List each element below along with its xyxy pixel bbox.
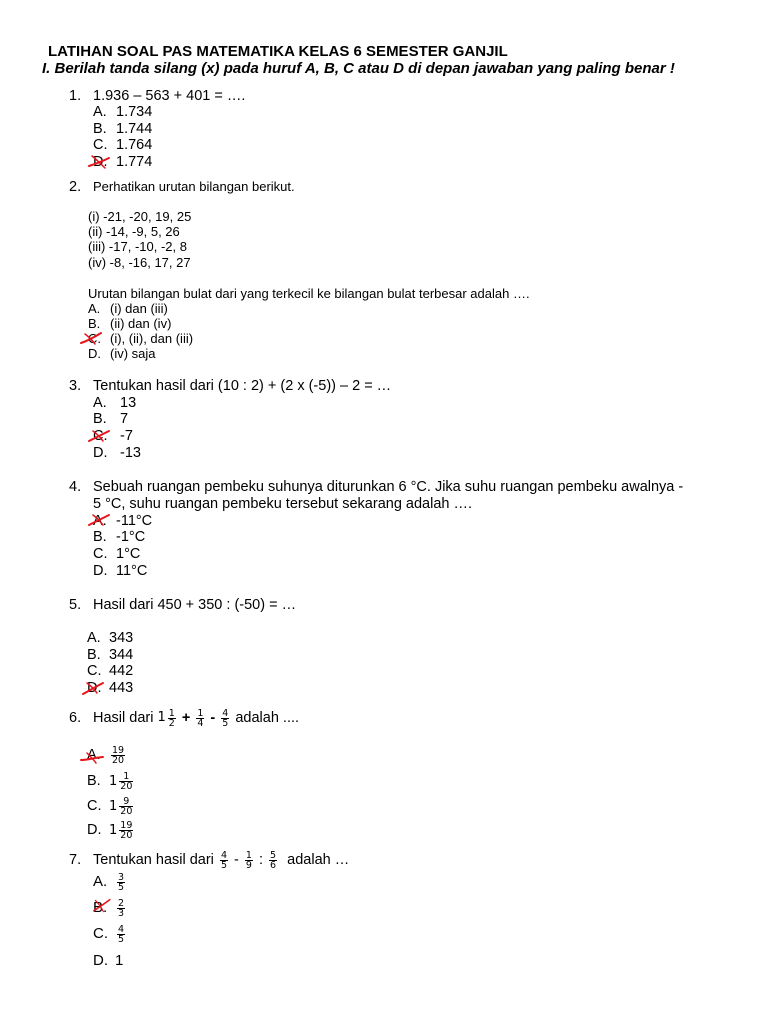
q1-option-a[interactable]: A. 1.734 <box>93 104 153 120</box>
question-4 <box>69 479 683 495</box>
q4-option-a[interactable]: A. -11°C <box>93 513 153 529</box>
q5-option-a[interactable]: A. 343 <box>87 630 134 646</box>
fraction: $\frac{4}{5}$ <box>220 849 227 871</box>
q5-option-c[interactable]: C. 442 <box>87 663 134 679</box>
cross-mark-icon <box>87 512 113 528</box>
question-number: 7. <box>69 852 82 868</box>
question-text: 1.936 – 563 + 401 = …. <box>93 88 246 104</box>
q3-option-a[interactable]: A. 13 <box>93 395 137 411</box>
question-text-continued: 5 °C, suhu ruangan pembeku tersebut sekarang adalah …. <box>93 496 473 512</box>
q7-option-c[interactable]: C. $\frac{4}{5}$ <box>93 924 125 945</box>
cross-mark-icon <box>81 680 107 696</box>
instruction: I. Berilah tanda silang (x) pada huruf A, B, C atau D di depan jawaban yang paling benar ! <box>42 60 675 77</box>
question-number: 5. <box>69 597 82 613</box>
question-text: Hasil dari <box>93 710 154 726</box>
operator: : <box>258 852 264 868</box>
question-5 <box>69 597 296 613</box>
cross-mark-icon <box>87 154 113 170</box>
mixed-whole: 1 <box>157 710 166 726</box>
question-1 <box>69 88 245 104</box>
question-number: 1. <box>69 88 82 104</box>
question-text: Perhatikan urutan bilangan berikut. <box>93 179 295 194</box>
cross-mark-icon <box>87 428 113 444</box>
operator: - <box>234 852 239 868</box>
q2-option-d[interactable]: D. (iv) saja <box>88 346 156 361</box>
question-7 <box>69 846 349 874</box>
sequence-i: (i) -21, -20, 19, 25 <box>88 209 192 224</box>
q7-option-b[interactable]: B. $\frac{2}{3}$ <box>93 898 125 919</box>
question-text: Urutan bilangan bulat dari yang terkecil ke bilangan bulat terbesar adalah …. <box>88 286 530 301</box>
sequence-iii: (iii) -17, -10, -2, 8 <box>88 239 187 254</box>
cross-mark-icon <box>79 750 105 766</box>
question-number: 2. <box>69 179 82 195</box>
q6-option-a[interactable]: A. $\frac{19}{20}$ <box>87 745 125 766</box>
question-text: Hasil dari 450 + 350 : (-50) = … <box>93 597 297 613</box>
question-text: Tentukan hasil dari (10 : 2) + (2 x (-5)) – 2 = … <box>93 378 392 394</box>
q7-option-d[interactable]: D. 1 <box>93 952 124 969</box>
operator: - <box>210 710 216 726</box>
q6-option-d[interactable]: D. 1 $\frac{19}{20}$ <box>87 820 133 841</box>
q1-option-c[interactable]: C. 1.764 <box>93 137 153 153</box>
question-number: 6. <box>69 710 82 726</box>
question-text: adalah … <box>287 852 350 868</box>
sequence-iv: (iv) -8, -16, 17, 27 <box>88 255 191 270</box>
sequence-ii: (ii) -14, -9, 5, 26 <box>88 224 180 239</box>
question-number: 3. <box>69 378 82 394</box>
q6-option-c[interactable]: C. 1 $\frac{9}{20}$ <box>87 796 133 817</box>
question-number: 4. <box>69 479 82 495</box>
question-text: Tentukan hasil dari <box>93 852 214 868</box>
q1-option-d[interactable]: D. 1.774 <box>93 154 153 170</box>
q2-option-a[interactable]: A. (i) dan (iii) <box>88 301 168 316</box>
operator: + <box>181 710 191 726</box>
q1-option-b[interactable]: B. 1.744 <box>93 121 153 137</box>
question-text: adalah .... <box>235 710 300 726</box>
q5-option-d[interactable]: D. 443 <box>87 680 134 696</box>
q4-option-c[interactable]: C. 1°C <box>93 546 141 562</box>
q3-option-b[interactable]: B. 7 <box>93 411 129 427</box>
page-title: LATIHAN SOAL PAS MATEMATIKA KELAS 6 SEMESTER GANJIL <box>48 43 508 60</box>
q5-option-b[interactable]: B. 344 <box>87 647 134 663</box>
q2-option-c[interactable]: C. (i), (ii), dan (iii) <box>88 331 194 346</box>
question-3 <box>69 378 391 394</box>
q4-option-b[interactable]: B. -1°C <box>93 529 146 545</box>
q4-option-d[interactable]: D. 11°C <box>93 563 148 579</box>
q7-option-a[interactable]: A. $\frac{3}{5}$ <box>93 872 125 893</box>
q3-option-c[interactable]: C. -7 <box>93 428 133 444</box>
question-text: Sebuah ruangan pembeku suhunya diturunkan 6 °C. Jika suhu ruangan pembeku awalnya - <box>93 479 684 495</box>
cross-mark-icon <box>88 898 114 914</box>
q3-option-d[interactable]: D. -13 <box>93 445 141 461</box>
fraction: $\frac{1}{2}$ <box>168 707 175 729</box>
fraction: $\frac{1}{4}$ <box>197 707 204 729</box>
question-6 <box>69 704 299 732</box>
question-2 <box>69 179 295 195</box>
fraction: $\frac{4}{5}$ <box>222 707 229 729</box>
fraction: $\frac{1}{9}$ <box>245 849 252 871</box>
cross-mark-icon <box>79 331 105 347</box>
q2-option-b[interactable]: B. (ii) dan (iv) <box>88 316 172 331</box>
fraction: $\frac{5}{6}$ <box>270 849 277 871</box>
q6-option-b[interactable]: B. 1 $\frac{1}{20}$ <box>87 771 133 792</box>
